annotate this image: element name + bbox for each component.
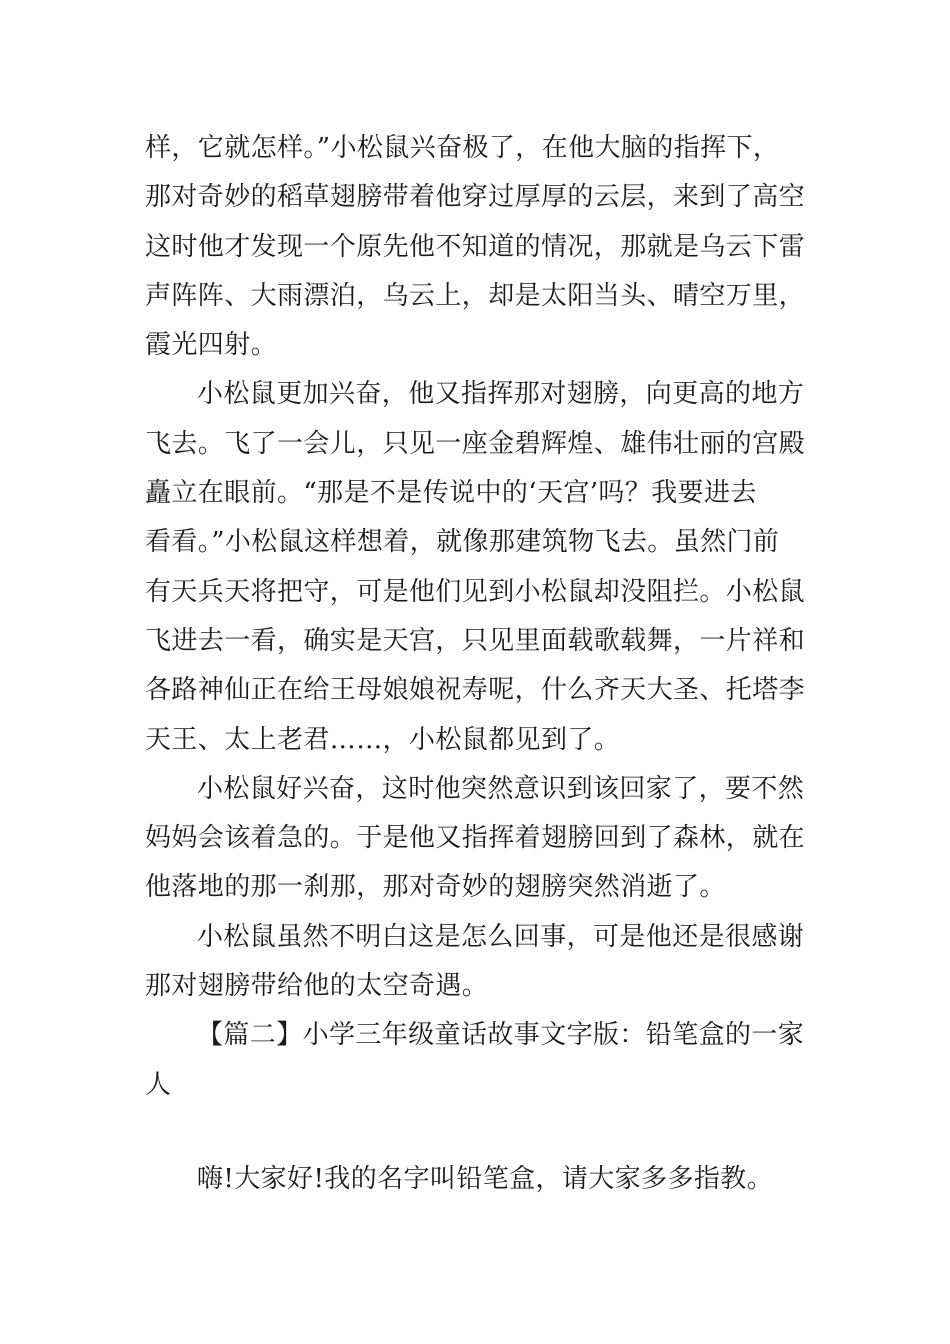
text-line: 有天兵天将把守，可是他们见到小松鼠却没阻拦。小松鼠: [145, 576, 806, 607]
text-line: 这时他才发现一个原先他不知道的情况，那就是乌云下雷: [145, 231, 806, 262]
text-line: 天王、太上老君……，小松鼠都见到了。: [145, 724, 621, 755]
text-line: 飞去。飞了一会儿，只见一座金碧辉煌、雄伟壮丽的宫殿: [145, 428, 806, 459]
text-line: 样，它就怎样。”小松鼠兴奋极了，在他大脑的指挥下，: [145, 133, 780, 163]
story-text: [145, 124, 807, 1110]
text-line: 小松鼠更加兴奋，他又指挥那对翅膀，向更高的地方: [197, 379, 805, 410]
text-line: 声阵阵、大雨漂泊，乌云上，却是太阳当头、晴空万里，: [145, 280, 806, 311]
text-line: 霞光四射。: [145, 330, 278, 361]
closing-paragraph: [145, 1155, 807, 1204]
text-line: 矗立在眼前。“那是不是传说中的‘天宫’吗？我要进去: [145, 478, 757, 509]
text-line: 嗨!大家好!我的名字叫铅笔盒，请大家多多指教。: [197, 1164, 774, 1194]
section-heading: 【篇二】小学三年级童话故事文字版：铅笔盒的一家: [197, 1020, 805, 1051]
text-line: 他落地的那一刹那，那对奇妙的翅膀突然消逝了。: [145, 872, 726, 903]
section-heading-continued: 人: [145, 1069, 172, 1100]
text-line: 那对翅膀带给他的太空奇遇。: [145, 971, 489, 1002]
text-line: 看看。”小松鼠这样想着，就像那建筑物飞去。虽然门前: [145, 527, 780, 558]
text-line: 小松鼠好兴奋，这时他突然意识到该回家了，要不然: [197, 773, 805, 804]
text-line: 飞进去一看，确实是天宫，只见里面载歌载舞，一片祥和: [145, 625, 806, 656]
text-line: 妈妈会该着急的。于是他又指挥着翅膀回到了森林，就在: [145, 823, 806, 854]
text-line: 各路神仙正在给王母娘娘祝寿呢，什么齐天大圣、托塔李: [145, 675, 806, 706]
text-line: 小松鼠虽然不明白这是怎么回事，可是他还是很感谢: [197, 921, 805, 952]
text-line: 那对奇妙的稻草翅膀带着他穿过厚厚的云层，来到了高空: [145, 182, 806, 213]
